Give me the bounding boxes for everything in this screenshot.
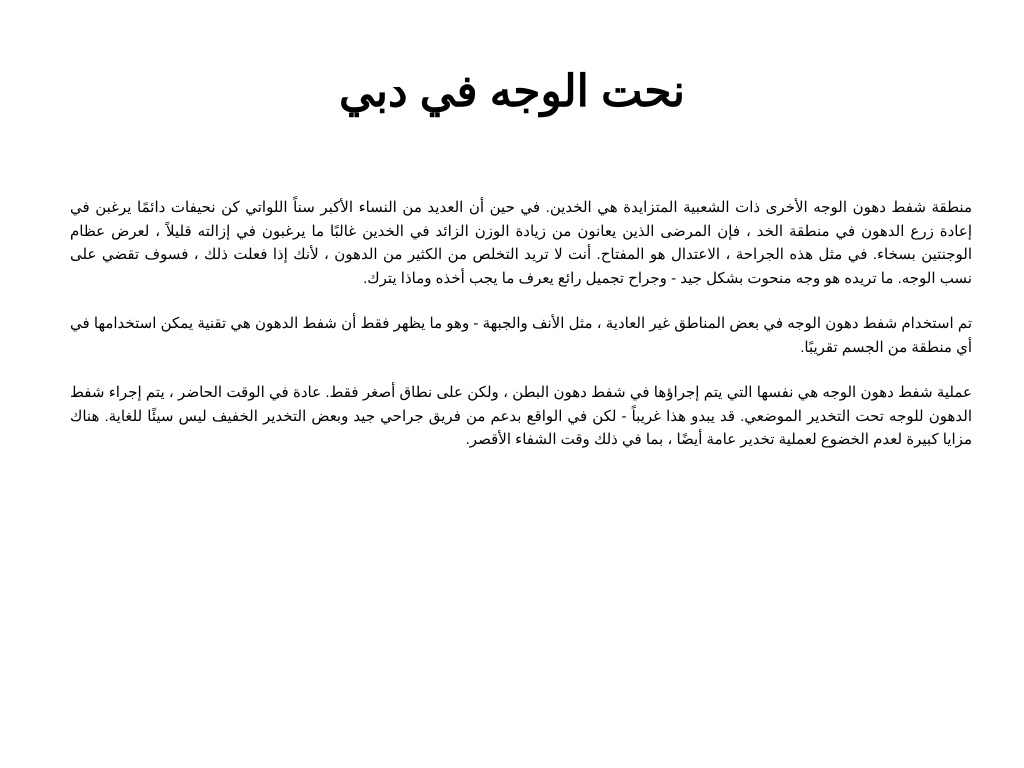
slide-body [70, 196, 972, 474]
body-paragraph-3: عملية شفط دهون الوجه هي نفسها التي يتم إجراؤها في شفط دهون البطن ، ولكن على نطاق أصغر فقط. عادة في الوقت الحاضر ، يتم إجراء شفط الدهون للوجه تحت التخدير الموضعي. قد يبدو هذا غريباً - لكن في الواقع بدعم من فريق جراحي جيد وبعض التخدير الخفيف ليس سيئًا للغاية. هناك مزايا كبيرة لعدم الخضوع لعملية تخدير عامة أيضًا ، بما في ذلك وقت الشفاء الأقصر. [70, 384, 972, 448]
body-paragraph-1: منطقة شفط دهون الوجه الأخرى ذات الشعبية المتزايدة هي الخدين. في حين أن العديد من النساء الأكبر سناً اللواتي كن نحيفات دائمًا يرغبن في إعادة زرع الدهون في منطقة الخد ، فإن المرضى الذين يعانون من زيادة الوزن الزائد في الخدين غالبًا ما يرغبون في إزالته قليلاً ، لعرض عظام الوجنتين بسخاء. في مثل هذه الجراحة ، الاعتدال هو المفتاح. أنت لا تريد التخلص من الكثير من الدهون ، لأنك إذا فعلت ذلك ، فسوف تقضي على نسب الوجه. ما تريده هو وجه منحوت بشكل جيد - وجراح تجميل رائع يعرف ما يجب أخذه وماذا يترك. [70, 199, 972, 287]
slide-title: نحت الوجه في دبي [339, 67, 685, 116]
body-paragraph-2: تم استخدام شفط دهون الوجه في بعض المناطق غير العادية ، مثل الأنف والجبهة - وهو ما يظهر فقط أن شفط الدهون هي تقنية يمكن استخدامها في أي منطقة من الجسم تقريبًا. [70, 315, 972, 356]
